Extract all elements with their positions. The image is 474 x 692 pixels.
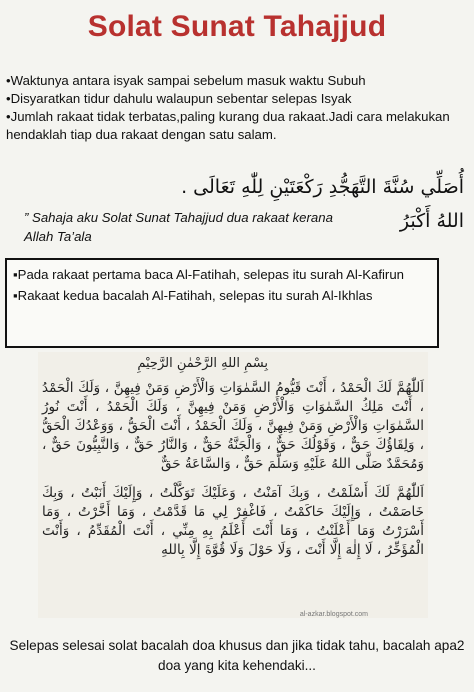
- bismillah-text: بِسْمِ اللهِ الرَّحْمٰنِ الرَّحِيْمِ: [137, 356, 268, 371]
- doa-paragraph: اَللّٰهُمَّ لَكَ الْحَمْدُ ، أَنْتَ قَيُّومُ السَّمٰوَاتِ وَالْأَرْضِ وَمَنْ فِيهِنَّ ، وَلَكَ الْحَمْدُ ، أَنْتَ مَلِكُ السَّمٰوَاتِ وَالْأَرْضِ وَمَنْ فِيهِنَّ ، وَلَكَ الْحَمْدُ ، أَنْتَ نُورُ السَّمٰوَاتِ وَالْأَرْضِ وَمَنْ فِيهِنَّ ، وَلَكَ الْحَمْدُ ، أَنْتَ الْحَقُّ ، وَوَعْدُكَ الْحَقُّ ، وَلِقَاؤُكَ حَقٌّ ، وَقَوْلُكَ حَقٌّ ، وَالْجَنَّةُ حَقٌّ ، وَالنَّارُ حَقٌّ ، وَالنَّبِيُّونَ حَقٌّ ، وَمُحَمَّدٌ صَلَّى اللهُ عَلَيْهِ وَسَلَّمَ حَقٌّ ، وَالسَّاعَةُ حَقٌّ: [42, 380, 424, 472]
- info-bullet-list: [6, 72, 468, 144]
- rakaat-instructions-box: [5, 258, 439, 348]
- bullet-item: •Waktunya antara isyak sampai sebelum masuk waktu Subuh: [6, 73, 366, 88]
- bullet-item: •Disyaratkan tidur dahulu walaupun sebentar selepas Isyak: [6, 91, 352, 106]
- doa-scan-image: [38, 352, 428, 618]
- bullet-item: •Jumlah rakaat tidak terbatas,paling kurang dua rakaat.Jadi cara melakukan hendaklah tiap dua rakaat dengan satu salam.: [6, 109, 450, 142]
- doa-paragraph: اَللّٰهُمَّ لَكَ أَسْلَمْتُ ، وَبِكَ آمَنْتُ ، وَعَلَيْكَ تَوَكَّلْتُ ، وَإِلَيْكَ أَنَبْتُ ، وَبِكَ خَاصَمْتُ ، وَإِلَيْكَ حَاكَمْتُ ، فَاغْفِرْ لِي مَا قَدَّمْتُ ، وَمَا أَخَّرْتُ ، وَمَا أَسْرَرْتُ وَمَا أَعْلَنْتُ ، وَمَا أَنْتَ أَعْلَمُ بِهِ مِنِّي ، أَنْتَ الْمُقَدِّمُ ، وَأَنْتَ الْمُؤَخِّرُ ، لَا إِلٰهَ إِلَّا أَنْتَ ، وَلَا حَوْلَ وَلَا قُوَّةَ إِلَّا بِاللهِ: [42, 485, 424, 558]
- source-credit: al-azkar.blogspot.com: [299, 611, 368, 618]
- rakaat-instruction: ▪Pada rakaat pertama baca Al-Fatihah, selepas itu surah Al-Kafirun: [13, 267, 404, 282]
- rakaat-instruction: ▪Rakaat kedua bacalah Al-Fatihah, selepas itu surah Al-Ikhlas: [13, 288, 373, 303]
- niat-arabic-text: أُصَلِّي سُنَّةَ التَّهَجُّدِ رَكْعَتَيْنِ لِلّٰهِ تَعَالَى . اللهُ أَكْبَرُ: [181, 176, 464, 232]
- niat-translation: ” Sahaja aku Solat Sunat Tahajjud dua rakaat kerana Allah Ta’ala: [24, 210, 333, 244]
- footer-note: Selepas selesai solat bacalah doa khusus dan jika tidak tahu, bacalah apa2 doa yang kita kehendaki...: [9, 638, 465, 673]
- page-title: Solat Sunat Tahajjud: [87, 10, 387, 43]
